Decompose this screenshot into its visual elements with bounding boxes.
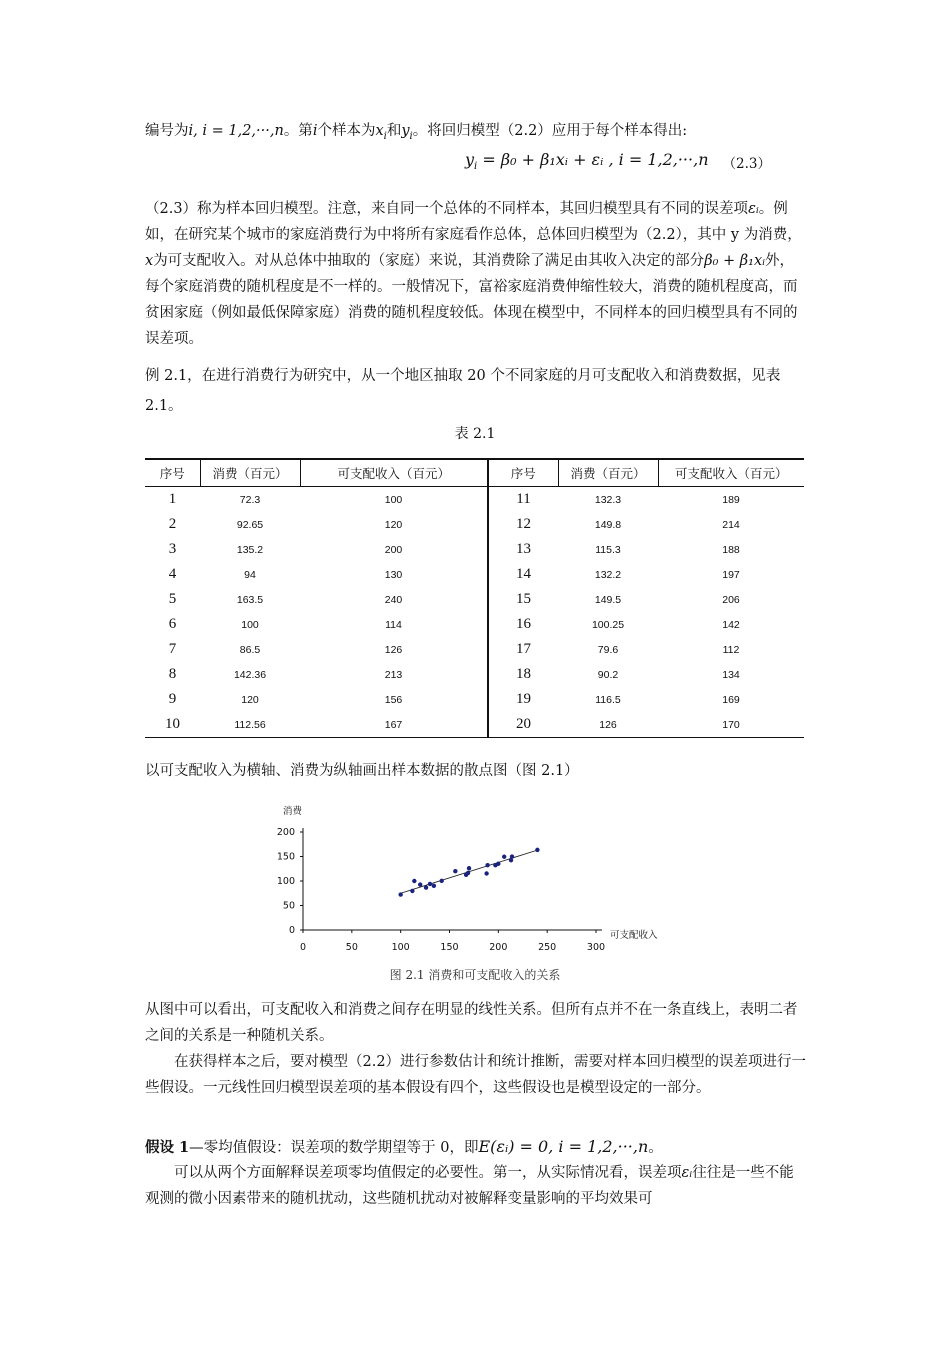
table-cell: 163.5 — [236, 593, 264, 606]
paragraph-sample-numbering: 编号为i, i = 1,2,···,n。第i个样本为$x_i$和$y_i$。将回归模型（2.2）应用于每个样本得出: — [145, 123, 688, 142]
header-cell: 消费（百元） — [200, 459, 300, 487]
table-cell: 112.56 — [200, 712, 300, 738]
data-point — [502, 855, 506, 859]
data-point — [410, 889, 414, 893]
table-cell: 197 — [722, 568, 740, 581]
table-row — [145, 637, 804, 662]
table-row — [145, 562, 804, 587]
table-cell: 134 — [722, 668, 740, 681]
paragraph-example-2-1: 例 2.1，在进行消费行为研究中，从一个地区抽取 20 个不同家庭的月可支配收入和消费数据，见表 2.1。 — [145, 368, 781, 414]
x-tick-label: 50 — [345, 942, 358, 953]
paragraph-linear-relation: 从图中可以看出，可支配收入和消费之间存在明显的线性关系。但所有点并不在一条直线上，表明二者之间的关系是一种随机关系。 — [145, 1002, 798, 1044]
paragraph-scatter-intro: 以可支配收入为横轴、消费为纵轴画出样本数据的散点图（图 2.1） — [145, 763, 579, 779]
table-cell: 206 — [722, 593, 740, 606]
data-point — [418, 882, 422, 886]
scatter-chart — [260, 800, 690, 970]
y-tick-label: 50 — [282, 900, 295, 912]
header-cell: 可支配收入（百元） — [658, 459, 804, 487]
table-cell: 188 — [722, 543, 740, 556]
paragraph-zero-mean-explanation: 可以从两个方面解释误差项零均值假定的必要性。第一，从实际情况看，误差项εᵢ往往是一些不能观测的微小因素带来的随机扰动，这些随机扰动对被解释变量影响的平均效果可 — [145, 1165, 794, 1207]
table-cell: 149.5 — [594, 593, 622, 606]
x-tick-label: 200 — [489, 942, 508, 953]
table-cell: 8 — [168, 666, 177, 682]
table-row — [145, 662, 804, 687]
table-row — [145, 587, 804, 612]
table-cell: 169 — [722, 693, 740, 706]
table-cell: 4 — [168, 566, 177, 582]
data-table — [145, 458, 804, 738]
data-point — [484, 871, 488, 875]
table-cell: 5 — [168, 591, 177, 607]
data-point — [535, 848, 539, 852]
table-row — [145, 512, 804, 537]
paragraph-assumption-1: 假设 1—零均值假设：误差项的数学期望等于 0，即E(εᵢ) = 0, i = 1,2,···,n。 — [145, 1137, 663, 1156]
y-tick-label: 0 — [288, 925, 295, 936]
data-point — [467, 866, 471, 870]
x-tick-label: 150 — [440, 942, 459, 953]
table-cell: 15 — [516, 591, 531, 607]
header-cell: 可支配收入（百元） — [300, 459, 488, 487]
table-cell: 240 — [300, 587, 488, 612]
header-cell: 消费（百元） — [558, 459, 658, 487]
table-cell: 17 — [516, 641, 531, 657]
table-caption: 表 2.1 — [454, 426, 496, 442]
table-row — [145, 537, 804, 562]
table-cell: 9 — [168, 691, 177, 707]
table-cell: 142 — [722, 618, 740, 631]
data-point — [398, 892, 402, 896]
data-point — [466, 871, 470, 875]
y-axis-label: 消费 — [283, 806, 303, 817]
table-cell: 135.2 — [236, 543, 264, 556]
table-row — [145, 687, 804, 712]
table-cell: 16 — [516, 616, 531, 632]
x-axis-label: 可支配收入 — [610, 930, 658, 941]
data-point — [485, 863, 489, 867]
math-index: i, i = 1,2,···,n — [188, 123, 284, 139]
table-cell: 1 — [168, 491, 177, 507]
x-tick-label: 250 — [538, 942, 557, 953]
table-cell: 114 — [300, 612, 488, 637]
table-row — [145, 712, 804, 738]
table-cell: 14 — [516, 566, 531, 582]
table-cell: 170 — [658, 712, 804, 738]
table-cell: 132.3 — [594, 493, 622, 506]
table-cell: 156 — [300, 687, 488, 712]
table-cell: 79.6 — [597, 643, 619, 656]
table-cell: 72.3 — [239, 493, 261, 506]
table-cell: 13 — [516, 541, 531, 557]
table-cell: 100 — [241, 618, 259, 631]
table-cell: 20 — [488, 712, 558, 738]
paragraph-assumptions-intro: 在获得样本之后，要对模型（2.2）进行参数估计和统计推断，需要对样本回归模型的误差项进行一些假设。一元线性回归模型误差项的基本假设有四个，这些假设也是模型设定的一部分。 — [145, 1054, 807, 1096]
table-cell: 126 — [300, 637, 488, 662]
table-cell: 11 — [516, 491, 531, 507]
data-point — [493, 863, 497, 867]
table-cell: 200 — [300, 537, 488, 562]
table-cell: 132.2 — [594, 568, 622, 581]
data-point — [432, 884, 436, 888]
x-tick-label: 0 — [299, 942, 307, 953]
table-cell: 115.3 — [595, 543, 621, 556]
table-header-row — [145, 459, 804, 487]
assumption-label: 假设 1 — [145, 1139, 190, 1156]
table-cell: 10 — [145, 712, 200, 738]
table-cell: 120 — [300, 512, 488, 537]
table-cell: 214 — [722, 518, 740, 531]
table-cell: 3 — [168, 541, 177, 557]
table-cell: 2 — [168, 516, 177, 532]
table-cell: 7 — [168, 641, 177, 657]
data-point — [428, 882, 432, 886]
table-cell: 100 — [300, 487, 488, 513]
y-tick-label: 150 — [276, 851, 295, 863]
table-cell: 94 — [244, 568, 256, 581]
table-cell: 149.8 — [594, 518, 622, 531]
data-point — [439, 879, 443, 883]
data-point — [424, 885, 428, 889]
table-cell: 142.36 — [233, 668, 267, 681]
table-cell: 12 — [516, 516, 531, 532]
x-tick-label: 300 — [586, 942, 606, 953]
data-point — [453, 869, 457, 873]
table-cell: 112 — [722, 643, 740, 656]
header-cell: 序号 — [145, 459, 200, 487]
table-cell: 100.25 — [591, 618, 625, 631]
table-cell: 130 — [300, 562, 488, 587]
y-tick-label: 200 — [276, 827, 295, 838]
paragraph-sample-model: （2.3）称为样本回归模型。注意，来自同一个总体的不同样本，其回归模型具有不同的误差项εᵢ。例如，在研究某个城市的家庭消费行为中将所有家庭看作总体，总体回归模型为（2.2），其中 y 为消费，x为可支配收入。对从总体中抽取的（家庭）来说，其消费除了满足由其收入决定的部分β₀ + β₁xᵢ外，每个家庭消费的随机程度是不一样的。一般情况下，富裕家庭消费伸缩性较大，消费的随机程度高，而贫困家庭（例如最低保障家庭）消费的随机程度较低。体现在模型中，不同样本的回归模型具有不同的误差项。 — [145, 201, 802, 347]
table-cell: 86.5 — [239, 643, 261, 656]
table-cell: 19 — [516, 691, 531, 707]
table-cell: 116.5 — [595, 693, 621, 706]
scatter-chart-svg — [260, 800, 690, 970]
table-cell: 167 — [300, 712, 488, 738]
table-cell: 18 — [516, 666, 531, 682]
table-cell: 126 — [558, 712, 658, 738]
figure-caption: 图 2.1 消费和可支配收入的关系 — [389, 968, 561, 982]
data-point — [510, 854, 514, 858]
table-cell: 90.2 — [597, 668, 619, 681]
table-row — [145, 612, 804, 637]
y-tick-label: 100 — [276, 876, 295, 887]
table-cell: 120 — [241, 693, 259, 706]
table-row — [145, 487, 804, 513]
equation-2-3: $y_i = \beta_0$ + β₁xᵢ + εᵢ , i = 1,2,···,n （2.3） — [465, 150, 771, 173]
data-point — [412, 879, 416, 883]
equation-number: （2.3） — [722, 156, 771, 172]
table-cell: 6 — [168, 616, 177, 632]
table-cell: 213 — [300, 662, 488, 687]
table-cell: 189 — [722, 493, 740, 506]
header-cell: 序号 — [488, 459, 558, 487]
table-cell: 92.65 — [236, 518, 264, 531]
x-tick-label: 100 — [391, 942, 410, 953]
